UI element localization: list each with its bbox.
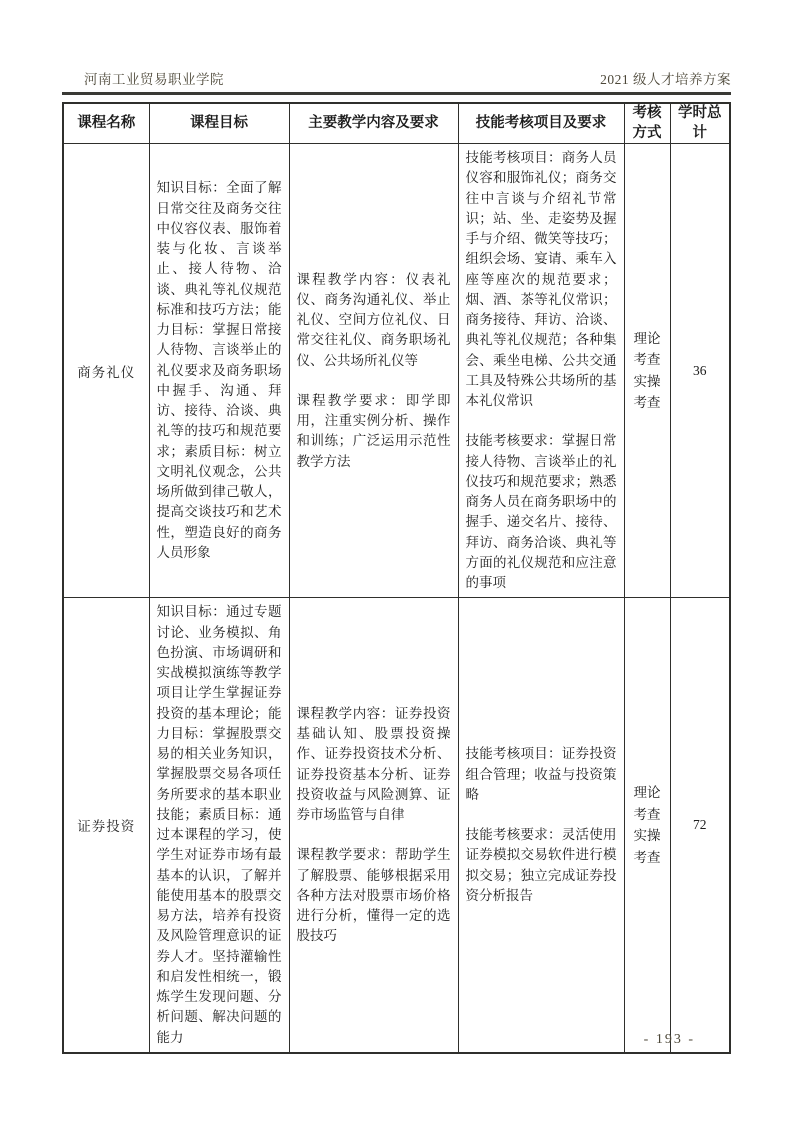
- course-name-cell: 证券投资: [63, 598, 149, 1053]
- teaching-content-paragraph: 课程教学内容：证券投资基础认知、股票投资操作、证券投资技术分析、证券投资基本分析、证券投资收益与风险测算、证券市场监管与自律: [296, 705, 451, 822]
- assessment-method-cell: 理论考查实操考查: [624, 598, 670, 1053]
- teaching-requirements-paragraph: 课程教学要求：即学即用，注重实例分析、操作和训练；广泛运用示范性教学方法: [296, 392, 451, 469]
- teaching-content-cell: [289, 144, 458, 598]
- col-header-method: 考核方式: [624, 103, 670, 144]
- skill-assessment-cell: [458, 598, 624, 1053]
- header-rule: [62, 92, 731, 95]
- col-header-skill-assessment: 技能考核项目及要求: [458, 103, 624, 144]
- skill-assessment-cell: [458, 144, 624, 598]
- total-hours-cell: 72: [670, 598, 730, 1053]
- table-header-row: [63, 103, 730, 144]
- col-header-objectives: 课程目标: [149, 103, 289, 144]
- total-hours-cell: 36: [670, 144, 730, 598]
- course-name-cell: 商务礼仪: [63, 144, 149, 598]
- teaching-requirements-paragraph: 课程教学要求：帮助学生了解股票、能够根据采用各种方法对股票市场价格进行分析，懂得一定的选股技巧: [296, 847, 451, 944]
- col-header-course-name: 课程名称: [63, 103, 149, 144]
- header-plan-title: 2021 级人才培养方案: [600, 72, 731, 87]
- assessment-requirements-paragraph: 技能考核要求：灵活使用证券模拟交易软件进行模拟交易；独立完成证券投资分析报告: [465, 827, 617, 903]
- course-table: [62, 102, 731, 1054]
- course-objectives-cell: 知识目标：通过专题讨论、业务模拟、角色扮演、市场调研和实战模拟演练等教学项目让学生掌握证券投资的基本理论；能力目标：掌握股票交易的相关业务知识，掌握股票交易各项任务所要求的基本职业技能；素质目标：通过本课程的学习，使学生对证券市场有最基本的认识，了解并能使用基本的股票交易方法，培养有投资及风险管理意识的证券人才。坚持灌输性和启发性相统一，锻炼学生发现问题、分析问题、解决问题的能力: [149, 598, 289, 1053]
- assessment-requirements-paragraph: 技能考核要求：掌握日常接人待物、言谈举止的礼仪技巧和规范要求；熟悉商务人员在商务职场中的握手、递交名片、接待、拜访、商务洽谈、典礼等方面的礼仪规范和应注意的事项: [465, 433, 617, 591]
- assessment-items-paragraph: 技能考核项目：证券投资组合管理；收益与投资策略: [465, 746, 617, 802]
- course-objectives-cell: 知识目标：全面了解日常交往及商务交往中仪容仪表、服饰着装与化妆、言谈举止、接人待物、洽谈、典礼等礼仪规范标准和技巧方法；能力目标：掌握日常接人待物、言谈举止的礼仪要求及商务职场中握手、沟通、拜访、接待、洽谈、典礼等的技巧和规范要求；素质目标：树立文明礼仪观念，公共场所做到律己敬人，提高交谈技巧和艺术性，塑造良好的商务人员形象: [149, 144, 289, 598]
- col-header-teaching-content: 主要教学内容及要求: [289, 103, 458, 144]
- header-school-name: 河南工业贸易职业学院: [84, 72, 224, 87]
- page-number: - 193 -: [643, 1032, 695, 1047]
- table-row-business-etiquette: [63, 144, 730, 598]
- table-row-securities-investment: [63, 598, 730, 1053]
- page-header: [62, 68, 731, 88]
- teaching-content-cell: [289, 598, 458, 1053]
- teaching-content-paragraph: 课程教学内容：仪表礼仪、商务沟通礼仪、举止礼仪、空间方位礼仪、日常交往礼仪、商务职场礼仪、公共场所礼仪等: [296, 271, 451, 368]
- col-header-hours: 学时总计: [670, 103, 730, 144]
- assessment-method-cell: 理论考查实操考查: [624, 144, 670, 598]
- assessment-items-paragraph: 技能考核项目：商务人员仪容和服饰礼仪；商务交往中言谈与介绍礼节常识；站、坐、走姿势及握手与介绍、微笑等技巧；组织会场、宴请、乘车入座等座次的规范要求；烟、酒、茶等礼仪常识；商务接待、拜访、洽谈、典礼等礼仪规范；各种集会、乘坐电梯、公共交通工具及特殊公共场所的基本礼仪常识: [465, 150, 617, 409]
